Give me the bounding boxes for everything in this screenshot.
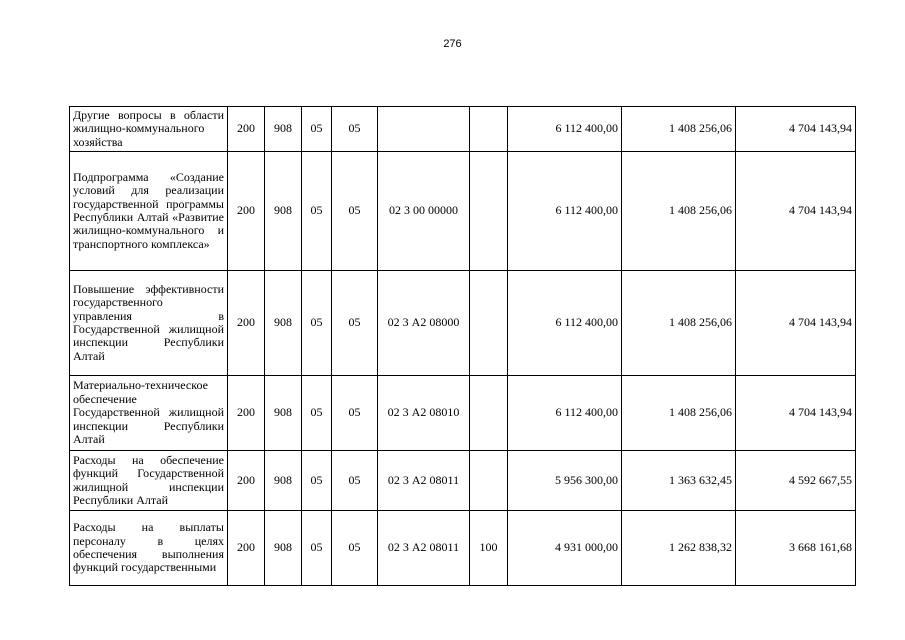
cell-sum-2: 1 408 256,06 xyxy=(622,271,736,376)
cell-code-1: 200 xyxy=(228,376,265,451)
cell-name: Материально-техническое обеспечение Государственной жилищной инспекции Республики Алтай xyxy=(70,376,228,451)
cell-sum-3: 3 668 161,68 xyxy=(736,511,856,586)
cell-code-4: 05 xyxy=(332,451,378,511)
cell-sum-2: 1 262 838,32 xyxy=(622,511,736,586)
cell-sum-3: 4 704 143,94 xyxy=(736,376,856,451)
cell-target-article: 02 3 А2 08011 xyxy=(378,511,470,586)
cell-code-3: 05 xyxy=(302,152,332,271)
cell-sum-2: 1 408 256,06 xyxy=(622,376,736,451)
cell-code-4: 05 xyxy=(332,511,378,586)
cell-code-4: 05 xyxy=(332,107,378,152)
cell-name: Повышение эффективности государственного управления в Государственной жилищной инспекции Республики Алтай xyxy=(70,271,228,376)
cell-code-3: 05 xyxy=(302,107,332,152)
cell-code-4: 05 xyxy=(332,152,378,271)
cell-sum-1: 5 956 300,00 xyxy=(508,451,622,511)
table-row xyxy=(70,271,856,376)
cell-target-article: 02 3 А2 08011 xyxy=(378,451,470,511)
cell-code-2: 908 xyxy=(265,107,302,152)
table-body xyxy=(70,107,856,586)
cell-sum-3: 4 704 143,94 xyxy=(736,107,856,152)
cell-sum-2: 1 363 632,45 xyxy=(622,451,736,511)
cell-target-article xyxy=(378,107,470,152)
table-row xyxy=(70,451,856,511)
cell-expense-type xyxy=(470,451,508,511)
cell-target-article: 02 3 А2 08000 xyxy=(378,271,470,376)
table-row xyxy=(70,107,856,152)
cell-sum-2: 1 408 256,06 xyxy=(622,152,736,271)
cell-target-article: 02 3 00 00000 xyxy=(378,152,470,271)
cell-code-4: 05 xyxy=(332,376,378,451)
cell-sum-1: 6 112 400,00 xyxy=(508,271,622,376)
cell-expense-type xyxy=(470,107,508,152)
cell-expense-type: 100 xyxy=(470,511,508,586)
cell-code-2: 908 xyxy=(265,152,302,271)
cell-sum-3: 4 704 143,94 xyxy=(736,271,856,376)
table-row xyxy=(70,511,856,586)
cell-code-1: 200 xyxy=(228,451,265,511)
cell-expense-type xyxy=(470,152,508,271)
cell-sum-1: 4 931 000,00 xyxy=(508,511,622,586)
table-row xyxy=(70,376,856,451)
cell-sum-2: 1 408 256,06 xyxy=(622,107,736,152)
cell-code-2: 908 xyxy=(265,511,302,586)
cell-expense-type xyxy=(470,271,508,376)
cell-code-4: 05 xyxy=(332,271,378,376)
cell-code-1: 200 xyxy=(228,152,265,271)
cell-expense-type xyxy=(470,376,508,451)
cell-name: Другие вопросы в области жилищно-коммунального хозяйства xyxy=(70,107,228,152)
table-row xyxy=(70,152,856,271)
page-number: 276 xyxy=(443,38,462,50)
cell-name: Подпрограмма «Создание условий для реализации государственной программы Республики Алтай «Развитие жилищно-коммунального и транспортного комплекса» xyxy=(70,152,228,271)
cell-target-article: 02 3 А2 08010 xyxy=(378,376,470,451)
cell-sum-1: 6 112 400,00 xyxy=(508,107,622,152)
budget-table xyxy=(69,106,856,586)
cell-sum-3: 4 592 667,55 xyxy=(736,451,856,511)
cell-sum-1: 6 112 400,00 xyxy=(508,152,622,271)
cell-name: Расходы на обеспечение функций Государственной жилищной инспекции Республики Алтай xyxy=(70,451,228,511)
cell-code-1: 200 xyxy=(228,511,265,586)
cell-code-3: 05 xyxy=(302,376,332,451)
cell-name: Расходы на выплаты персоналу в целях обеспечения выполнения функций государственными xyxy=(70,511,228,586)
cell-code-3: 05 xyxy=(302,271,332,376)
cell-code-2: 908 xyxy=(265,376,302,451)
cell-code-2: 908 xyxy=(265,451,302,511)
cell-code-1: 200 xyxy=(228,271,265,376)
cell-code-3: 05 xyxy=(302,511,332,586)
cell-sum-1: 6 112 400,00 xyxy=(508,376,622,451)
cell-code-1: 200 xyxy=(228,107,265,152)
cell-code-3: 05 xyxy=(302,451,332,511)
cell-sum-3: 4 704 143,94 xyxy=(736,152,856,271)
cell-code-2: 908 xyxy=(265,271,302,376)
